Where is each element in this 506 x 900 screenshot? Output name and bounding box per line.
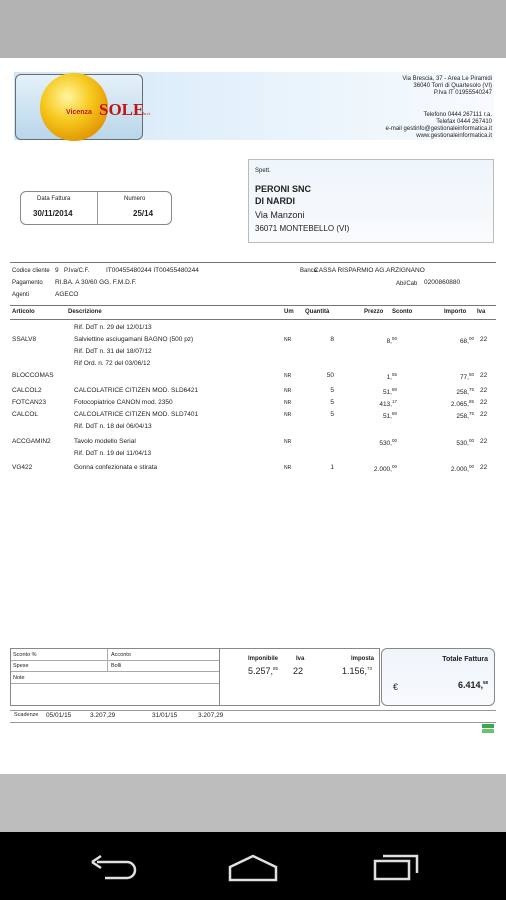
cell-price-decimals: 00: [391, 464, 397, 469]
imposta-label: Imposta: [351, 656, 375, 662]
cell-amount-decimals: 75: [468, 387, 474, 392]
abicab-value: 0200860880: [424, 279, 461, 286]
table-row: [10, 462, 496, 474]
contact-line: Telefax 0444 267410: [436, 119, 492, 125]
cell-iva: 22: [480, 336, 488, 343]
cell-amount: 258,75: [456, 387, 474, 397]
table-row: [10, 397, 496, 409]
brand-name: SOLE: [99, 100, 145, 119]
cell-price-decimals: 50: [391, 336, 397, 341]
cell-quantity: 1: [330, 464, 334, 471]
bolli-label: Bolli: [111, 663, 122, 669]
address-line: 36040 Torri di Quartesolo (VI): [413, 83, 492, 89]
sconto-label: Sconto %: [13, 652, 37, 658]
bank-value: CASSA RISPARMIO AG.ARZIGNANO: [314, 267, 425, 274]
cell-iva: 22: [480, 399, 488, 406]
android-nav-bar: [0, 832, 506, 900]
cell-article: ACCGAMIN2: [12, 438, 51, 445]
cell-um: NR: [284, 388, 292, 394]
cell-price: 1,55: [386, 372, 397, 382]
total-box: [381, 648, 495, 706]
cell-iva: 22: [480, 438, 488, 445]
bank-label: Banca: [300, 268, 318, 274]
recent-apps-button[interactable]: [368, 850, 424, 884]
table-row: [10, 436, 496, 448]
back-button[interactable]: [86, 850, 142, 884]
payment-label: Pagamento: [12, 280, 43, 286]
cell-quantity: 50: [326, 372, 334, 379]
cell-quantity: 5: [330, 399, 334, 406]
cell-um: NR: [284, 337, 292, 343]
table-row: [10, 358, 496, 370]
tax-box: [220, 648, 380, 706]
piva-label: P.Iva/C.F.: [64, 268, 90, 274]
cell-amount: 2.000,00: [450, 464, 474, 474]
due-amount-1: 3.207,29: [90, 712, 116, 719]
contact-line: www.gestionaleinformatica.it: [416, 133, 492, 139]
cell-iva: 22: [480, 464, 488, 471]
back-icon: [89, 854, 139, 880]
cell-article: SSALV8: [12, 336, 37, 343]
cell-price: 51,80: [382, 387, 397, 397]
iva-value: 22: [293, 666, 304, 676]
brand-small: Vicenza: [66, 109, 92, 116]
due-date-1: 05/01/15: [46, 712, 72, 719]
invoice-number-label: Numero: [124, 196, 146, 202]
table-header: [10, 307, 496, 319]
cell-price-decimals: 80: [391, 387, 397, 392]
cell-um: NR: [284, 412, 292, 418]
invoice-date-number-box: [20, 191, 172, 225]
col-prezzo: Prezzo: [364, 309, 384, 315]
total-value: 6.414,58: [457, 680, 488, 690]
home-button[interactable]: [225, 850, 281, 884]
cell-quantity: 5: [330, 411, 334, 418]
recipient-box: [248, 159, 494, 243]
recipient-name-2: DI NARDI: [255, 196, 295, 206]
acconto-label: Acconto: [111, 652, 131, 658]
table-row: [10, 322, 496, 334]
cell-article: FOTCAN23: [12, 399, 46, 406]
cell-um: NR: [284, 465, 292, 471]
invoice-date-label: Data Fattura: [37, 196, 71, 202]
cell-amount-decimals: 50: [468, 372, 474, 377]
due-date-2: 31/01/15: [152, 712, 178, 719]
col-articolo: Articolo: [12, 309, 35, 315]
cell-um: NR: [284, 373, 292, 379]
cell-amount-decimals: 85: [468, 399, 474, 404]
recipient-city: 36071 MONTEBELLO (VI): [255, 224, 350, 233]
cell-price: 51,80: [382, 411, 397, 421]
cell-quantity: 5: [330, 387, 334, 394]
cell-description: Salviettine asciugamani BAGNO (500 pz): [74, 336, 194, 343]
table-body: [10, 320, 496, 500]
cell-price-decimals: 55: [391, 372, 397, 377]
table-row: [10, 421, 496, 433]
cell-amount-decimals: 00: [468, 438, 474, 443]
cell-description: Rif. DdT n. 31 del 18/07/12: [74, 348, 152, 355]
address-line: P.Iva IT 01955540247: [433, 90, 492, 96]
contact-line: e-mail gestinfo@gestionaleinformatica.it: [385, 126, 492, 132]
imposta-value: 1.156,73: [342, 666, 373, 676]
top-margin-band: [0, 0, 506, 58]
agent-value: AGECO: [55, 291, 79, 298]
company-address: [402, 76, 492, 97]
imponibile-value: 5.257,85: [248, 666, 279, 676]
cell-description: CALCOLATRICE CITIZEN MOD. SLD6421: [74, 387, 199, 394]
recipient-label: Spett.: [255, 168, 271, 174]
bottom-margin-band: [0, 774, 506, 832]
spese-label: Spese: [13, 663, 29, 669]
cell-description: Tavolo modello Serial: [74, 438, 136, 445]
cell-price-decimals: 00: [391, 438, 397, 443]
company-contacts: [386, 112, 492, 140]
cell-um: NR: [284, 439, 292, 445]
total-label: Totale Fattura: [442, 656, 488, 663]
table-row: [10, 385, 496, 397]
client-code-label: Codice cliente: [12, 268, 50, 274]
cell-price-decimals: 80: [391, 411, 397, 416]
table-row: [10, 370, 496, 382]
cell-price: 530,00: [379, 438, 397, 448]
cell-amount-decimals: 75: [468, 411, 474, 416]
invoice-number: 25/14: [133, 209, 154, 218]
cell-article: CALCOL2: [12, 387, 42, 394]
agent-label: Agenti: [12, 292, 30, 298]
cell-amount: 77,50: [459, 372, 474, 382]
cell-description: Gonna confezionata e stirata: [74, 464, 158, 471]
cell-article: CALCOL: [12, 411, 39, 418]
cell-price: 413,17: [379, 399, 397, 409]
imponibile-label: Imponibile: [248, 656, 278, 662]
cell-description: Rif. DdT n. 29 del 12/01/13: [74, 324, 152, 331]
cell-um: NR: [284, 400, 292, 406]
cell-price-decimals: 17: [391, 399, 397, 404]
address-line: Via Brescia, 37 - Area Le Piramidi: [402, 76, 492, 82]
cell-quantity: 8: [330, 336, 334, 343]
cell-price: 8,50: [386, 336, 397, 346]
col-iva: Iva: [477, 309, 486, 315]
abicab-label: Abi/Cab: [396, 281, 418, 287]
piva-value: IT00455480244 IT00455480244: [106, 267, 199, 274]
col-sconto: Sconto: [392, 309, 413, 315]
cell-amount: 2.065,85: [450, 399, 474, 409]
client-code: 9: [55, 267, 59, 274]
cell-amount: 530,00: [456, 438, 474, 448]
col-importo: Importo: [444, 309, 467, 315]
table-row: [10, 346, 496, 358]
invoice-page[interactable]: [0, 58, 506, 774]
cell-description: Fotocopiatrice CANON mod. 2350: [74, 399, 173, 406]
table-row: [10, 409, 496, 421]
table-row: [10, 448, 496, 460]
cell-article: VG422: [12, 464, 33, 471]
cell-amount-decimals: 00: [468, 464, 474, 469]
company-logo: [15, 74, 152, 140]
recipient-name-1: PERONI SNC: [255, 184, 312, 194]
contact-line: Telefono 0444 267111 r.a.: [423, 112, 492, 118]
green-mark-icon: [482, 724, 494, 736]
invoice-date: 30/11/2014: [33, 209, 73, 218]
cell-amount-decimals: 00: [468, 336, 474, 341]
cell-description: Rif. DdT n. 18 del 06/04/13: [74, 423, 152, 430]
scadenze-label: Scadenze: [14, 712, 39, 718]
col-descrizione: Descrizione: [68, 309, 102, 315]
home-icon: [226, 853, 280, 881]
cell-description: Rif. DdT n. 19 del 11/04/13: [74, 450, 152, 457]
due-amount-2: 3.207,29: [198, 712, 224, 719]
col-quantita: Quantità: [305, 309, 330, 315]
cell-amount: 68,00: [459, 336, 474, 346]
cell-price: 2.000,00: [373, 464, 397, 474]
cell-iva: 22: [480, 387, 488, 394]
discount-box: [10, 648, 220, 706]
brand-suffix: s.r.l.: [144, 111, 152, 116]
col-um: Um: [284, 309, 294, 315]
recent-apps-icon: [371, 853, 421, 881]
note-label: Note: [13, 675, 25, 681]
cell-article: BLOCCOMAS: [12, 372, 54, 379]
cell-iva: 22: [480, 411, 488, 418]
cell-iva: 22: [480, 372, 488, 379]
cell-description: CALCOLATRICE CITIZEN MOD. SLD7401: [74, 411, 199, 418]
cell-description: Rif Ord. n. 72 del 03/06/12: [74, 360, 151, 367]
iva-label: Iva: [296, 656, 305, 662]
payment-value: RI.BA. A 30/60 GG. F.M.D.F.: [55, 279, 137, 286]
cell-amount: 258,75: [456, 411, 474, 421]
table-row: [10, 334, 496, 346]
recipient-street: Via Manzoni: [255, 210, 305, 220]
currency-symbol: €: [393, 682, 399, 692]
